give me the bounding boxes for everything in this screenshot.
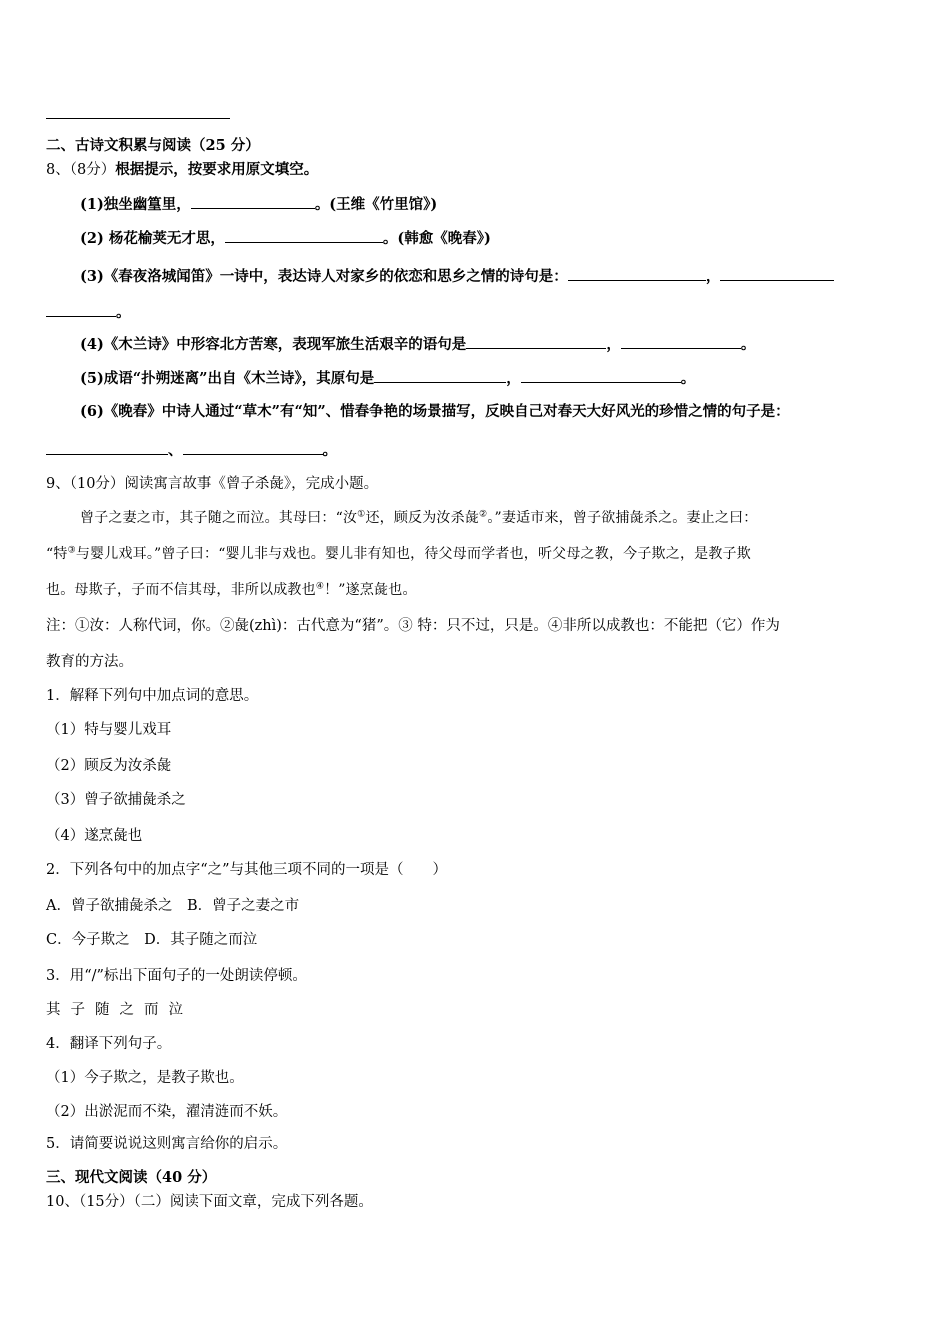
sub-question-4-item: （1）今子欺之，是教子欺也。 [46, 1070, 244, 1086]
answer-blank[interactable] [46, 302, 116, 317]
q8-item-3: (3)《春夜洛城闻笛》一诗中，表达诗人对家乡的依恋和思乡之情的诗句是： ， [80, 266, 834, 287]
sub-question-1-item: （3）曾子欲捕彘杀之 [46, 792, 186, 808]
sub-question-3-sentence[interactable]: 其子随之而泣 [46, 1002, 193, 1018]
answer-blank[interactable] [183, 440, 323, 455]
q8-item-6-cont: 、 。 [46, 440, 337, 461]
answer-blank[interactable] [720, 266, 834, 281]
annotation-note-1: 注：①汝：人称代词，你。②彘(zhì)：古代意为“猪”。③ 特：只不过，只是。④非所以成教也：不能把（它）作为 [46, 618, 780, 634]
sub-question-1-item: （4）遂烹彘也 [46, 828, 143, 844]
passage-line-3: 也。母欺子，子而不信其母，非所以成教也④！”遂烹彘也。 [46, 581, 417, 598]
sub-question-4-item: （2）出淤泥而不染，濯清涟而不妖。 [46, 1104, 288, 1120]
answer-blank[interactable] [46, 440, 168, 455]
q8-item-5: (5)成语“扑朔迷离”出自《木兰诗》，其原句是 ， 。 [80, 370, 696, 387]
answer-blank[interactable] [374, 368, 506, 383]
answer-blank[interactable] [521, 368, 681, 383]
q8-item-1: (1)独坐幽篁里， 。(王维《竹里馆》) [80, 196, 438, 213]
sub-question-3-title: 3．用“/”标出下面句子的一处朗读停顿。 [46, 968, 307, 984]
option-c[interactable]: C．今子欺之 [46, 932, 130, 948]
q8-item-4: (4)《木兰诗》中形容北方苦寒，表现军旅生活艰辛的语句是 ， 。 [80, 336, 756, 353]
q8-item-6: (6)《晚春》中诗人通过“草木”有“知”、惜春争艳的场景描写，反映自己对春天大好风光的珍惜之情的句子是： [80, 403, 790, 420]
option-d[interactable]: D．其子随之而泣 [144, 932, 258, 948]
sub-question-2-title: 2．下列各句中的加点字“之”与其他三项不同的一项是（ ） [46, 862, 448, 878]
option-b[interactable]: B．曾子之妻之市 [186, 898, 300, 914]
top-answer-line [46, 118, 230, 119]
question-9-stem: 9、（10分）阅读寓言故事《曾子杀彘》，完成小题。 [46, 476, 379, 492]
answer-blank[interactable] [225, 228, 383, 243]
sub-question-1-item: （1）特与婴儿戏耳 [46, 722, 172, 738]
option-a[interactable]: A．曾子欲捕彘杀之 [46, 898, 173, 914]
question-10-stem: 10、（15分）（二）阅读下面文章，完成下列各题。 [46, 1194, 373, 1210]
sub-question-2-options-ab [46, 896, 299, 916]
section-2-heading: 二、古诗文积累与阅读（25 分） [46, 137, 260, 154]
q8-item-2: (2) 杨花榆荚无才思， 。(韩愈《晚春》) [80, 230, 491, 247]
answer-blank[interactable] [568, 266, 706, 281]
annotation-note-2: 教育的方法。 [46, 654, 133, 670]
sub-question-5-title: 5．请简要说说这则寓言给你的启示。 [46, 1136, 288, 1152]
answer-blank[interactable] [191, 194, 315, 209]
passage-line-1: 曾子之妻之市，其子随之而泣。其母曰：“汝①还，顾反为汝杀彘②。”妻适市来，曾子欲捕彘杀之。妻止之曰： [80, 509, 758, 526]
sub-question-2-options-cd [46, 930, 257, 950]
answer-blank[interactable] [621, 334, 741, 349]
sub-question-1-item: （2）顾反为汝杀彘 [46, 758, 172, 774]
answer-blank[interactable] [466, 334, 606, 349]
sub-question-1-title: 1．解释下列句中加点词的意思。 [46, 688, 259, 704]
section-3-heading: 三、现代文阅读（40 分） [46, 1169, 217, 1186]
q8-item-3-cont: 。 [46, 302, 131, 323]
passage-line-2: “特③与婴儿戏耳。”曾子曰：“婴儿非与戏也。婴儿非有知也，待父母而学者也，听父母之教，今子欺之，是教子欺 [46, 545, 751, 562]
question-8-stem: 8、（8分）根据提示，按要求用原文填空。 [46, 161, 319, 178]
sub-question-4-title: 4．翻译下列句子。 [46, 1036, 172, 1052]
